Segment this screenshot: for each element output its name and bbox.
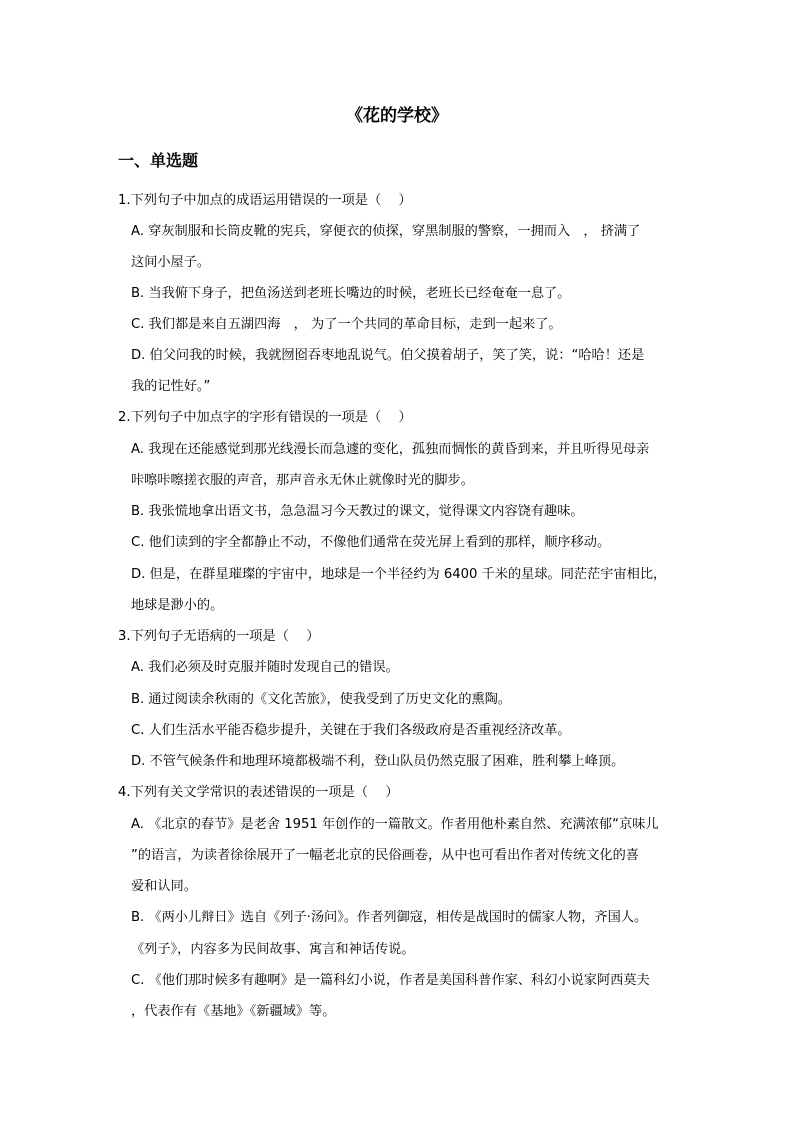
question-2-option-a-cont: 咔嚓咔嚓搓衣服的声音，那声音永无休止就像时光的脚步。 [131, 473, 474, 488]
question-1-option-a: A. 穿灰制服和长筒皮靴的宪兵，穿便衣的侦探，穿黑制服的警察，一拥而入 ， 挤满了 [131, 224, 641, 239]
document-title: 《花的学校》 [346, 106, 448, 126]
question-4-option-b: B. 《两小儿辩日》选自《列子·汤问》。作者列御寇，相传是战国时的儒家人物，齐国人。 [131, 910, 648, 925]
question-4-option-c: C. 《他们那时候多有趣啊》是一篇科幻小说，作者是美国科普作家、科幻小说家阿西莫夫 [131, 973, 650, 988]
question-1-option-d-cont: 我的记性好。” [131, 379, 211, 394]
question-2-option-c: C. 他们读到的字全都静止不动，不像他们通常在荧光屏上看到的那样，顺序移动。 [131, 535, 611, 550]
question-2-option-d: D. 但是，在群星璀璨的宇宙中，地球是一个半径约为 6400 千米的星球。同茫茫宇宙相比， [131, 567, 667, 582]
question-4-option-a-cont-1: ”的语言，为读者徐徐展开了一幅老北京的民俗画卷，从中也可看出作者对传统文化的喜 [131, 848, 639, 863]
question-1-option-b: B. 当我俯下身子，把鱼汤送到老班长嘴边的时候，老班长已经奄奄一息了。 [131, 286, 571, 301]
question-2-option-b: B. 我张慌地拿出语文书，急急温习今天教过的课文，觉得课文内容饶有趣味。 [131, 504, 584, 519]
question-4-option-a-cont-2: 爱和认同。 [131, 879, 197, 894]
question-2-stem: 2.下列句子中加点字的字形有错误的一项是（ ） [118, 410, 412, 425]
question-3-option-b: B. 通过阅读余秋雨的《文化苦旅》，使我受到了历史文化的熏陶。 [131, 692, 512, 707]
question-2-option-d-cont: 地球是渺小的。 [131, 598, 224, 613]
question-1-stem: 1.下列句子中加点的成语运用错误的一项是（ ） [118, 193, 412, 208]
question-1-option-c: C. 我们都是来自五湖四海 ， 为了一个共同的革命目标，走到一起来了。 [131, 317, 562, 332]
question-4-option-a: A. 《北京的春节》是老舍 1951 年创作的一篇散文。作者用他朴素自然、充满浓郁“京味儿 [131, 817, 659, 832]
question-3-option-c: C. 人们生活水平能否稳步提升，关键在于我们各级政府是否重视经济改革。 [131, 723, 571, 738]
question-4-option-b-cont: 《列子》，内容多为民间故事、寓言和神话传说。 [131, 942, 415, 957]
section-heading: 一、单选题 [118, 151, 199, 170]
question-1-option-d: D. 伯父问我的时候，我就囫囵吞枣地乱说气。伯父摸着胡子，笑了笑，说：“哈哈！还是 [131, 348, 645, 363]
question-3-option-a: A. 我们必须及时克服并随时发现自己的错误。 [131, 660, 399, 675]
question-3-option-d: D. 不管气候条件和地理环境都极端不利，登山队员仍然克服了困难，胜利攀上峰顶。 [131, 754, 625, 769]
question-2-option-a: A. 我现在还能感觉到那光线漫长而急遽的变化，孤独而惆怅的黄昏到来，并且听得见母亲 [131, 442, 650, 457]
question-1-option-a-cont: 这间小屋子。 [131, 255, 211, 270]
question-4-stem: 4.下列有关文学常识的表述错误的一项是（ ） [118, 785, 399, 800]
question-4-option-c-cont: ，代表作有《基地》《新疆域》等。 [131, 1004, 336, 1019]
question-3-stem: 3.下列句子无语病的一项是（ ） [118, 629, 320, 644]
